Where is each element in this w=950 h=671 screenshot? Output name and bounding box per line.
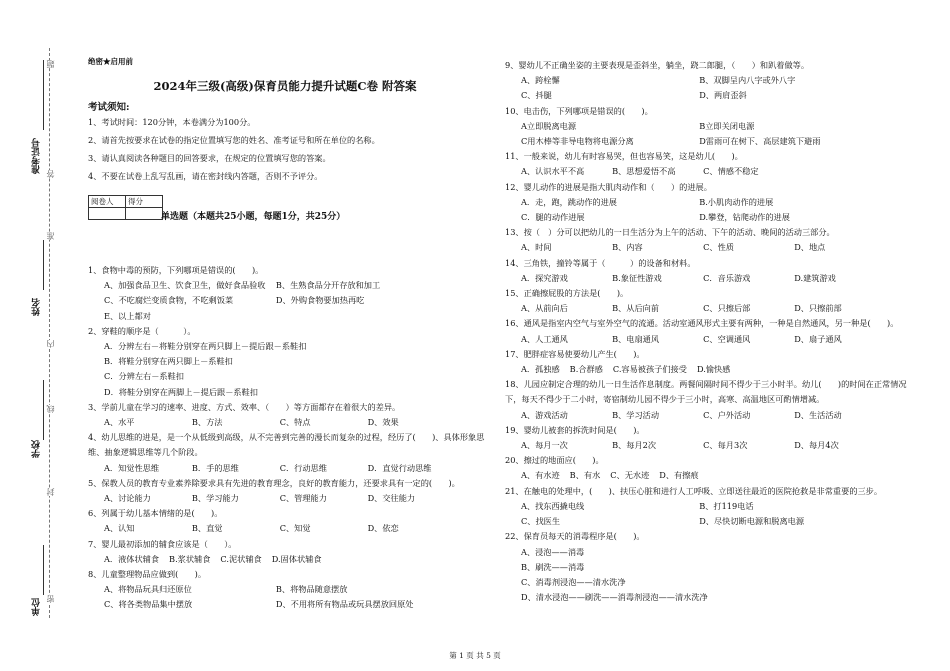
answer-option[interactable]: B、生熟食品分开存放和加工 — [275, 280, 381, 291]
answer-option[interactable]: B、刷洗——消毒 — [521, 561, 585, 572]
answer-option[interactable]: D.固体状辅食 — [271, 553, 322, 564]
question-text: 17、肥胖症容易使要幼儿产生( )。 — [505, 348, 645, 359]
seal-mark: 密 — [46, 595, 55, 603]
answer-option[interactable]: D、尽快切断电源和脱离电源 — [699, 516, 805, 527]
answer-option[interactable]: B、双脚呈内八字或外八字 — [699, 75, 796, 86]
answer-option[interactable]: C、消毒剂浸泡——清水洗净 — [521, 576, 626, 587]
answer-option[interactable]: B立即关闭电源 — [699, 120, 755, 131]
question-text: 2、穿鞋的顺序是（ ）。 — [88, 325, 196, 336]
answer-option[interactable]: C、户外活动 — [703, 409, 751, 420]
answer-option[interactable]: A．走，跑，跳动作的进展 — [521, 196, 617, 207]
answer-option[interactable]: B、有水 — [569, 470, 601, 481]
answer-option[interactable]: A、找东西撬电线 — [521, 500, 585, 511]
question-text: 14、三角铁，撞铃等属于（ ）的设备和材料。 — [505, 257, 696, 268]
answer-option[interactable]: C、空调通风 — [703, 333, 751, 344]
answer-option[interactable]: D.建筑游戏 — [794, 272, 836, 283]
score-box — [88, 195, 163, 220]
answer-option[interactable]: D、扇子通风 — [794, 333, 842, 344]
answer-option[interactable]: B、直觉 — [191, 523, 223, 534]
answer-option[interactable]: B．手的思维 — [191, 462, 239, 473]
page-title: 2024年三级(高级)保育员能力提升试题C卷 附答案 — [153, 79, 417, 93]
answer-option[interactable]: A．孤独感 — [521, 364, 560, 375]
answer-option[interactable]: C．腿的动作进展 — [521, 212, 585, 223]
answer-option[interactable]: B、内容 — [612, 242, 643, 253]
answer-option[interactable]: D、生活活动 — [794, 409, 842, 420]
answer-option[interactable]: C、情感不稳定 — [703, 166, 759, 177]
answer-option[interactable]: B.象征性游戏 — [612, 272, 662, 283]
answer-option[interactable]: D、依恋 — [367, 523, 399, 534]
answer-option[interactable]: B.浆状辅食 — [169, 553, 211, 564]
seal-mark: 线 — [46, 405, 55, 413]
seal-margin — [0, 0, 60, 671]
note-item: 4、不要在试卷上乱写乱画，请在密封线内答题，否则不予评分。 — [88, 171, 323, 181]
seal-mark: 答 — [46, 170, 55, 178]
answer-option[interactable]: C、将各类物品集中摆放 — [104, 599, 193, 610]
answer-option[interactable]: D、地点 — [794, 242, 826, 253]
answer-option[interactable]: D、有擦痕 — [659, 470, 699, 481]
name-label: 姓名 — [32, 298, 42, 316]
answer-option[interactable]: C、不吃腐烂变质食物，不吃剩饭菜 — [104, 295, 234, 306]
name-underline — [43, 240, 44, 290]
answer-option[interactable]: D、每月4次 — [794, 440, 839, 451]
answer-option[interactable]: A、加强食品卫生、饮食卫生，做好食品验收 — [104, 280, 266, 291]
answer-option[interactable]: D、外购食物要加热再吃 — [275, 295, 365, 306]
answer-option[interactable]: C、管理能力 — [279, 493, 327, 504]
seal-mark: 题 — [46, 60, 55, 68]
answer-option[interactable]: C、性质 — [703, 242, 734, 253]
question-text: 4、幼儿思维的进是，是一个从低级到高级，从不完善到完善的漫长而复杂的过程，经历了( )、具体形象思维、抽象逻辑思维等几个阶段。 — [88, 432, 485, 458]
answer-option[interactable]: D.攀登，钻爬动作的进展 — [699, 212, 790, 223]
answer-option[interactable]: C、只擦后部 — [703, 303, 751, 314]
question-text: 19、婴幼儿被套的拆洗时间是( )。 — [505, 424, 645, 435]
exam-id-underline — [43, 60, 44, 130]
seal-mark: 内 — [46, 340, 55, 348]
question-text: 21、在触电的处理中，( )、扶压心脏和进行人工呼吸、立即送往最近的医院抢救是非常重要的三步。 — [505, 485, 883, 496]
answer-option[interactable]: C用木棒等非导电物将电源分离 — [521, 136, 634, 147]
question-text: 12、婴儿动作的进展是指大肌肉动作和（ ）的进展。 — [505, 181, 712, 192]
note-item: 2、请首先按要求在试卷的指定位置填写您的姓名、准考证号和所在单位的名称。 — [88, 135, 380, 145]
answer-option[interactable]: C.容易被孩子们接受 — [612, 364, 687, 375]
answer-option[interactable]: A、游戏活动 — [521, 409, 568, 420]
exam-id-label: 准考证号 — [32, 138, 42, 174]
answer-option[interactable]: B.合群感 — [569, 364, 603, 375]
question-text: 6、列属于幼儿基本情绪的是( )。 — [88, 508, 223, 519]
answer-option[interactable]: B、学习活动 — [612, 409, 660, 420]
question-text: 5、保教人员的教育专业素养除要求具有先进的教育理念，良好的教育能力，还要求具有一定的( )。 — [88, 477, 460, 488]
answer-option[interactable]: A、时间 — [521, 242, 552, 253]
notice-heading: 考试须知: — [88, 102, 130, 113]
score-cell: 得分 — [126, 196, 163, 208]
unit-underline — [43, 545, 44, 595]
answer-option[interactable]: E、以上都对 — [104, 310, 151, 321]
answer-option[interactable]: A、水平 — [104, 417, 135, 428]
answer-option[interactable]: A、将物品玩具归还原位 — [104, 584, 192, 595]
answer-option[interactable]: C、无水迹 — [610, 470, 650, 481]
answer-option[interactable]: C、抖腿 — [521, 90, 552, 101]
answer-option[interactable]: C．行动思维 — [279, 462, 327, 473]
secret-label: 绝密★启用前 — [88, 57, 133, 66]
answer-option[interactable]: B.小肌肉动作的进展 — [699, 196, 774, 207]
answer-option[interactable]: D．直觉行动思维 — [367, 462, 432, 473]
answer-option[interactable]: A、每月一次 — [521, 440, 568, 451]
answer-option[interactable]: B、将物品随意摆放 — [275, 584, 348, 595]
answer-option[interactable]: D.愉快感 — [696, 364, 731, 375]
question-text: 11、一般来说，幼儿有时容易哭，但也容易笑，这是幼儿( )。 — [505, 151, 743, 162]
grader-input[interactable] — [89, 208, 126, 220]
answer-option[interactable]: A立即脱离电源 — [521, 120, 577, 131]
note-item: 3、请认真阅读各种题目的回答要求，在规定的位置填写您的答案。 — [88, 153, 331, 163]
question-text: 9、婴幼儿不正确坐姿的主要表现是歪斜坐，躺坐，跷二郎腿，（ ）和趴着做等。 — [505, 60, 810, 70]
answer-option[interactable]: A、认识水平不高 — [521, 166, 585, 177]
answer-option[interactable]: D、两肩歪斜 — [699, 90, 747, 101]
answer-option[interactable]: C、知觉 — [279, 523, 311, 534]
answer-option[interactable]: A、讨论能力 — [104, 493, 151, 504]
question-text: 8、儿童整理物品应做到( )。 — [88, 569, 207, 580]
answer-option[interactable]: D、只擦前部 — [794, 303, 842, 314]
question-text: 22、保育员每天的消毒程序是( )。 — [505, 531, 645, 542]
answer-option[interactable]: A、浸泡——消毒 — [521, 546, 585, 557]
answer-option[interactable]: A、认知 — [104, 523, 135, 534]
answer-option[interactable]: B、从后向前 — [612, 303, 660, 314]
question-text: 15、正确擦屁股的方法是( )。 — [505, 288, 629, 299]
question-text: 10、电击伤，下列哪项是错误的( )。 — [505, 105, 653, 116]
school-label: 学校 — [32, 440, 42, 458]
answer-option[interactable]: C、特点 — [279, 417, 311, 428]
exam-notes — [88, 117, 488, 189]
score-input[interactable] — [126, 208, 163, 220]
answer-option[interactable]: B、电扇通风 — [612, 333, 660, 344]
answer-option[interactable]: B、打119电话 — [699, 500, 754, 511]
answer-option[interactable]: A．知觉性思维 — [104, 462, 160, 473]
right-question-list — [505, 58, 917, 605]
answer-option[interactable]: D雷雨可在树下、高层建筑下避雨 — [699, 136, 821, 147]
answer-option[interactable]: D、清水浸泡——刷洗——消毒剂浸泡——清水洗净 — [521, 592, 708, 603]
answer-option[interactable]: A．探究游戏 — [521, 272, 568, 283]
answer-option[interactable]: B、学习能力 — [191, 493, 239, 504]
answer-option[interactable]: A．分辨左右－将鞋分别穿在两只脚上－提后跟－系鞋扣 — [104, 341, 307, 352]
answer-option[interactable]: C、每月3次 — [703, 440, 748, 451]
seal-mark: 封 — [46, 488, 55, 496]
question-text: 16、通风是指室内空气与室外空气的流通。活动室通风形式主要有两种，一种是自然通风，另一种是( )。 — [505, 318, 899, 329]
question-text: 20、擦过的地面应( )。 — [505, 455, 604, 466]
seal-line — [49, 48, 50, 618]
answer-option[interactable]: D．将鞋分别穿在两脚上－提后跟－系鞋扣 — [104, 386, 258, 397]
question-text: 1、食物中毒的预防，下列哪项是错误的( )。 — [88, 265, 264, 275]
answer-option[interactable]: C.泥状辅食 — [220, 553, 262, 564]
question-text: 3、学前儿童在学习的速率、进度、方式、效率、（ ）等方面都存在着很大的差异。 — [88, 401, 401, 412]
answer-option[interactable]: A、有水迹 — [521, 470, 560, 481]
answer-option[interactable]: B、每月2次 — [612, 440, 657, 451]
answer-option[interactable]: B、方法 — [191, 417, 223, 428]
answer-option[interactable]: D、交往能力 — [367, 493, 416, 504]
answer-option[interactable]: D、效果 — [367, 417, 399, 428]
unit-label: 单位 — [32, 598, 42, 616]
seal-mark: 准 — [46, 232, 55, 240]
answer-option[interactable]: A．液体状辅食 — [104, 553, 160, 564]
section-heading: 单选题（本题共25小题，每题1分，共25分） — [161, 212, 346, 222]
answer-option[interactable]: A、从前向后 — [521, 303, 568, 314]
answer-option[interactable]: A、人工通风 — [521, 333, 568, 344]
left-question-list — [88, 263, 486, 613]
school-underline — [43, 380, 44, 440]
answer-option[interactable]: D、不用将所有物品或玩具摆放回原处 — [275, 599, 414, 610]
answer-option[interactable]: C．分辨左右－系鞋扣 — [104, 371, 184, 382]
grader-cell: 阅卷人 — [89, 196, 126, 208]
note-item: 1、考试时间：120分钟，本卷满分为100分。 — [88, 117, 256, 127]
answer-option[interactable]: C．音乐游戏 — [703, 272, 751, 283]
answer-option[interactable]: B．将鞋分别穿在两只脚上－系鞋扣 — [104, 356, 233, 367]
answer-option[interactable]: C、找医生 — [521, 516, 561, 527]
answer-option[interactable]: B、思想爱悟不高 — [612, 166, 676, 177]
question-text: 7、婴儿最初添加的辅食应该是（ ）。 — [88, 538, 237, 549]
question-text: 18、儿园应制定合理的幼儿一日生活作息制度。两餐间隔时间不得少于三小时半。幼儿( )的时间在正常情况下，每天不得少于二小时，寄宿制幼儿园不得少于三小时，高寒、高温地区可酌情增减。 — [505, 379, 907, 405]
answer-option[interactable]: A、跨栓懈 — [521, 75, 560, 86]
question-text: 13、按（ ）分可以把幼儿的一日生活分为上午的活动、下午的活动、晚间的活动三部分。 — [505, 227, 835, 238]
page-footer: 第 1 页 共 5 页 — [449, 651, 501, 660]
